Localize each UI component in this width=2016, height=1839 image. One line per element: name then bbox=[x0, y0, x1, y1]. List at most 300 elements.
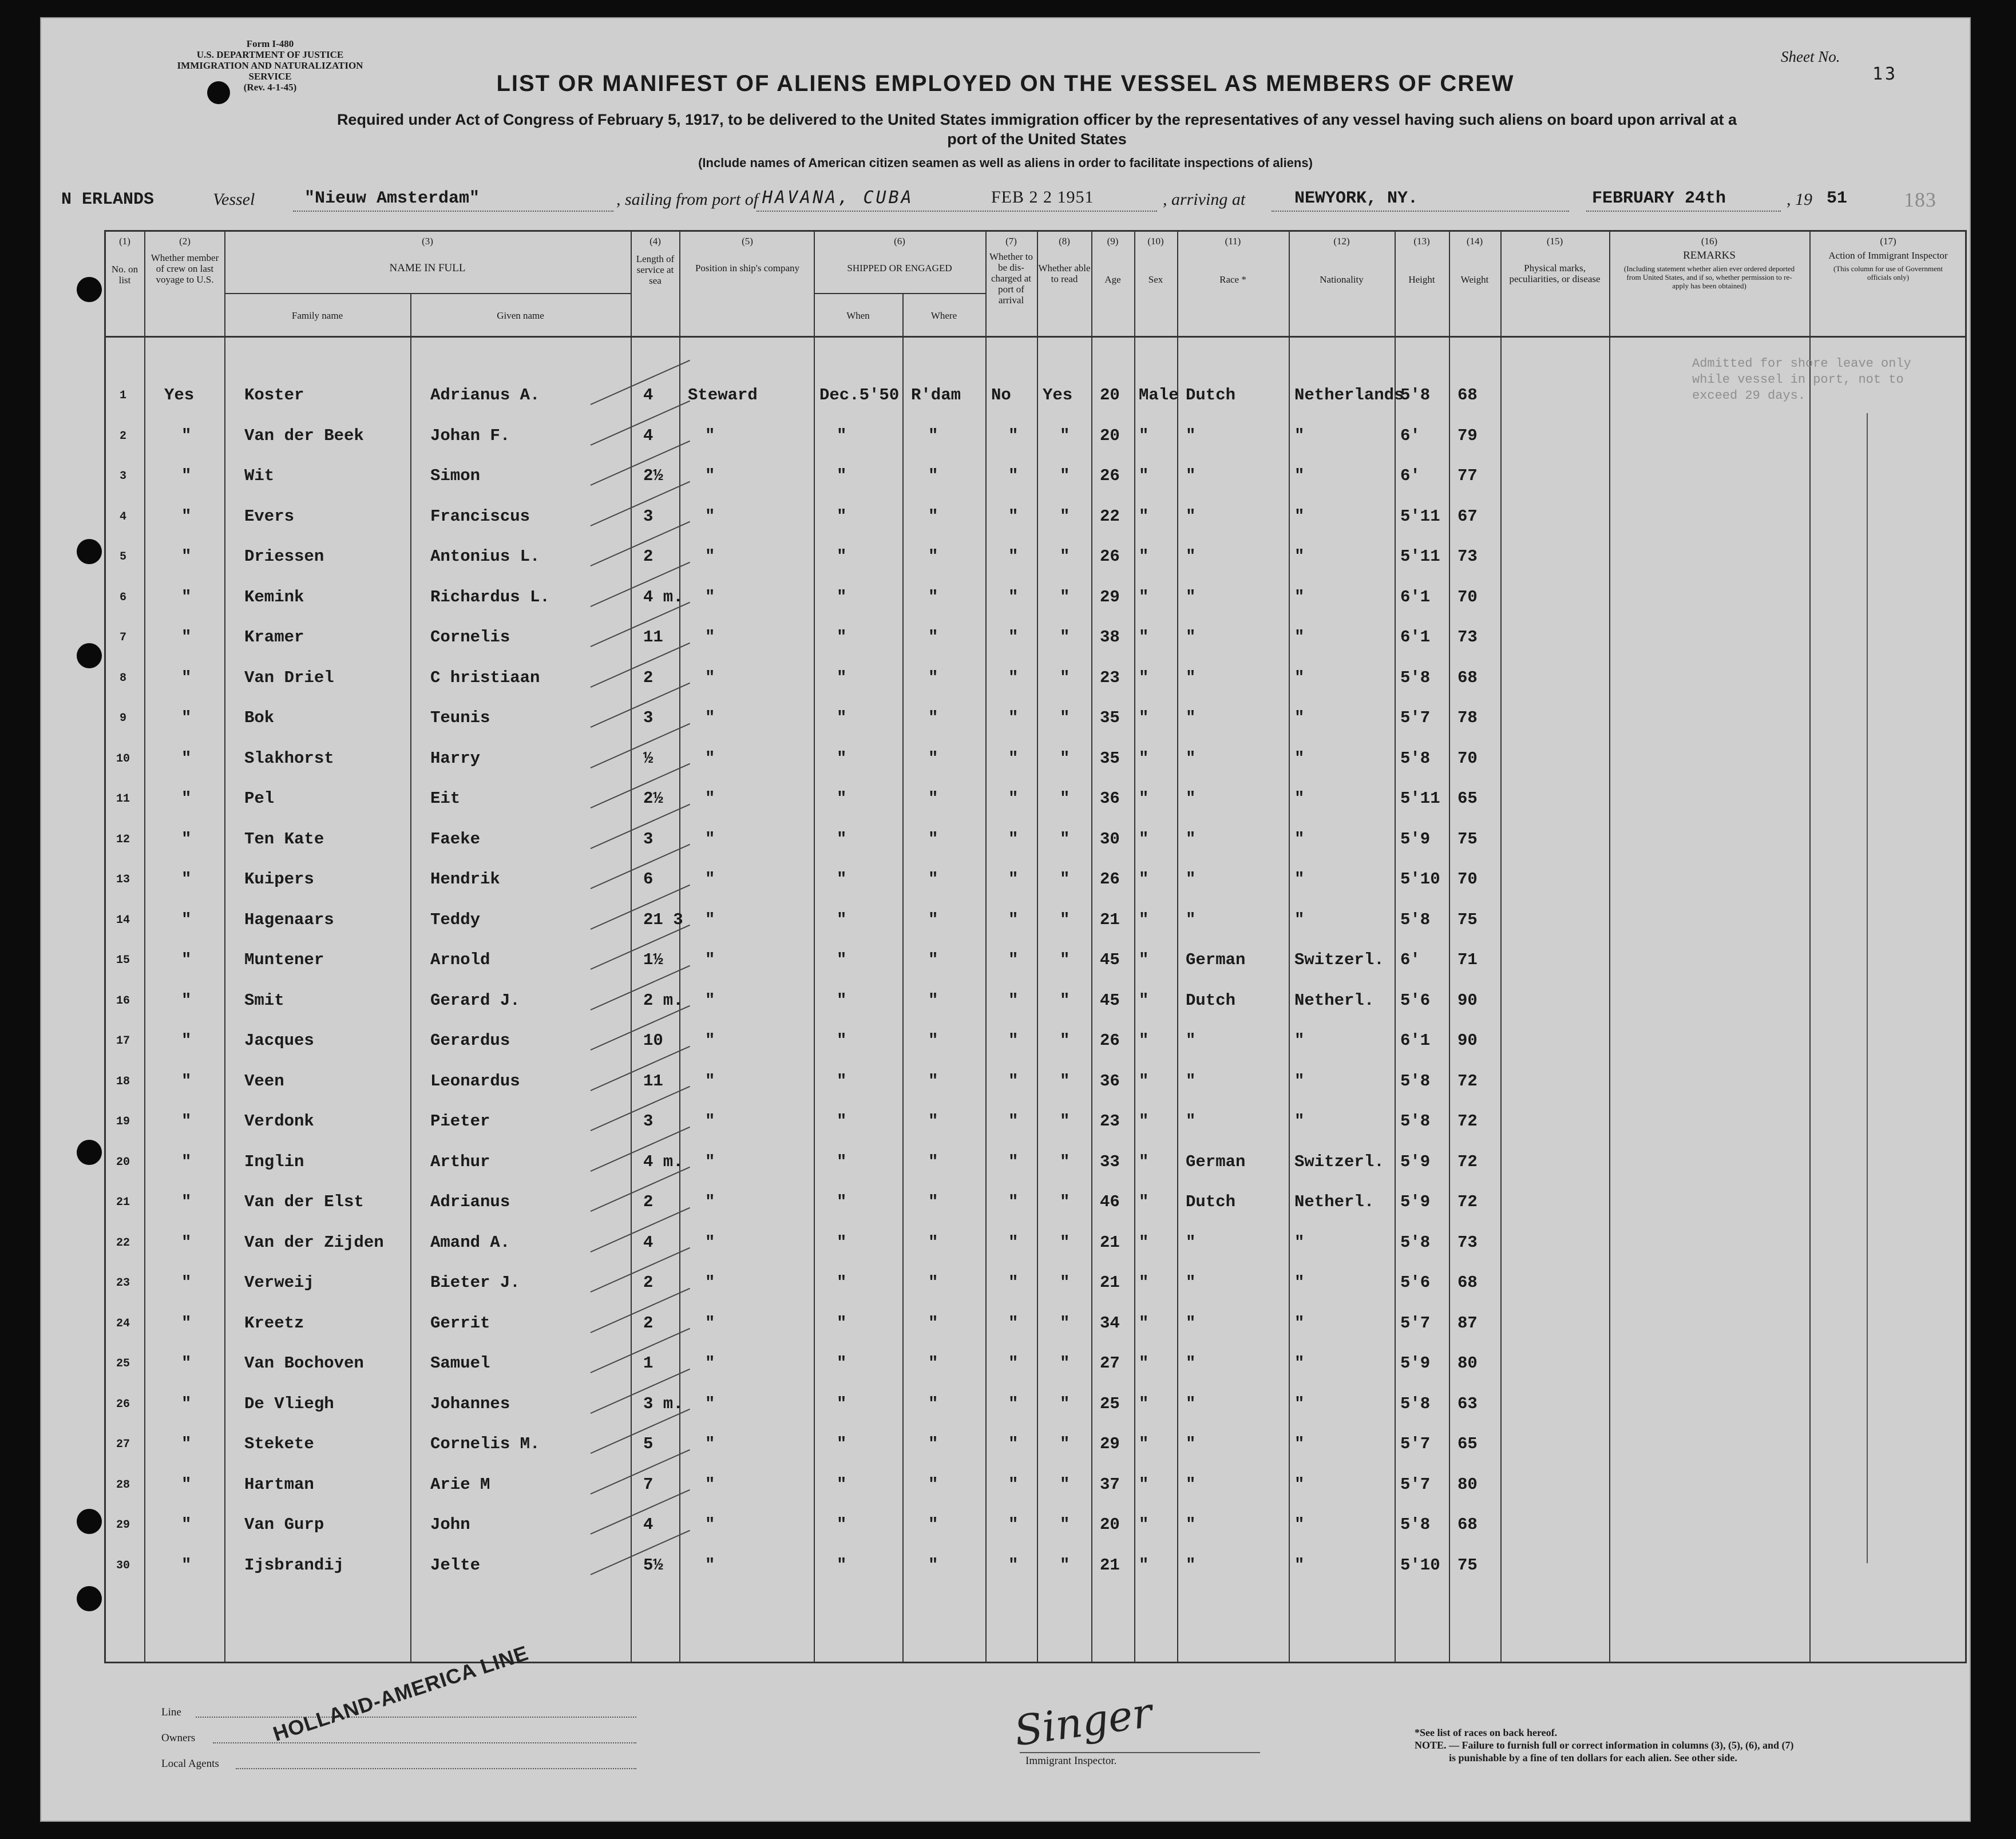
cell-nationality: " bbox=[1294, 1031, 1305, 1050]
note-label: NOTE. bbox=[1415, 1739, 1447, 1751]
cell-age: 26 bbox=[1100, 547, 1120, 566]
column-rule bbox=[1609, 230, 1610, 1663]
cell-row-number: 15 bbox=[116, 954, 130, 967]
cell-discharged: " bbox=[1008, 1354, 1019, 1373]
cell-nationality: " bbox=[1294, 1232, 1305, 1252]
cell-sex: " bbox=[1139, 547, 1149, 566]
cell-crew-last-voyage: " bbox=[181, 1112, 192, 1131]
arriving-label: , arriving at bbox=[1163, 190, 1246, 209]
cell-position: " bbox=[705, 1475, 715, 1494]
cell-sex: " bbox=[1139, 1515, 1149, 1534]
cell-position: " bbox=[705, 587, 715, 607]
cell-height: 6'1 bbox=[1400, 587, 1431, 607]
cell-race: " bbox=[1186, 829, 1196, 849]
cell-given-name: Jelte bbox=[430, 1555, 481, 1575]
column-rule bbox=[144, 230, 145, 1663]
cell-sex: " bbox=[1139, 1313, 1149, 1333]
cell-shipped-where: " bbox=[928, 990, 938, 1010]
cell-shipped-where: " bbox=[928, 466, 938, 485]
cell-shipped-where: " bbox=[928, 1434, 938, 1453]
cell-sex: " bbox=[1139, 628, 1149, 647]
cell-position: " bbox=[705, 426, 715, 445]
holland-america-stamp: HOLLAND-AMERICA LINE bbox=[270, 1640, 532, 1746]
note-text: — Failure to furnish full or correct information in columns (3), (5), (6), and (7) bbox=[1449, 1739, 1794, 1751]
cell-discharged: " bbox=[1008, 708, 1019, 727]
cell-position: " bbox=[705, 870, 715, 889]
cell-nationality: " bbox=[1294, 870, 1305, 889]
immigrant-inspector-label: Immigrant Inspector. bbox=[1025, 1755, 1117, 1767]
cell-row-number: 11 bbox=[116, 792, 130, 806]
cell-nationality: " bbox=[1294, 587, 1305, 607]
cell-crew-last-voyage: " bbox=[181, 1232, 192, 1252]
cell-service-length: 11 bbox=[643, 628, 663, 647]
cell-discharged: " bbox=[1008, 1232, 1019, 1252]
signature-line bbox=[1020, 1752, 1260, 1753]
cell-crew-last-voyage: " bbox=[181, 1394, 192, 1413]
received-stamp-date: FEB 2 2 1951 bbox=[991, 188, 1094, 207]
column-rule bbox=[814, 230, 815, 1663]
cell-able-to-read: " bbox=[1060, 466, 1070, 485]
header-family-name: Family name bbox=[291, 310, 343, 321]
name-subheader-line bbox=[224, 293, 631, 294]
vessel-name: "Nieuw Amsterdam" bbox=[304, 189, 480, 208]
cell-age: 36 bbox=[1100, 1071, 1120, 1091]
cell-discharged: " bbox=[1008, 1313, 1019, 1333]
cell-shipped-when: " bbox=[837, 1313, 847, 1333]
cell-service-length: 1 bbox=[643, 1354, 653, 1373]
cell-discharged: " bbox=[1008, 1273, 1019, 1292]
note-text-continued: is punishable by a fine of ten dollars for each alien. See other side. bbox=[1449, 1752, 1737, 1763]
cell-crew-last-voyage: " bbox=[181, 1515, 192, 1534]
cell-crew-last-voyage: " bbox=[181, 668, 192, 687]
manifest-table-frame bbox=[104, 230, 1967, 1663]
cell-shipped-when: " bbox=[837, 789, 847, 808]
header-shipped-where: Where bbox=[930, 310, 957, 321]
cell-shipped-when: " bbox=[837, 1273, 847, 1292]
cell-height: 5'8 bbox=[1400, 1515, 1431, 1534]
cell-able-to-read: " bbox=[1060, 1475, 1070, 1494]
cell-given-name: Adrianus bbox=[430, 1192, 510, 1211]
cell-row-number: 2 bbox=[119, 429, 126, 443]
cell-given-name: Richardus L. bbox=[430, 587, 550, 607]
cell-height: 5'8 bbox=[1400, 910, 1431, 929]
sheet-stamp-number: 183 bbox=[1904, 188, 1936, 211]
cell-height: 6' bbox=[1400, 950, 1420, 969]
cell-shipped-when: " bbox=[837, 587, 847, 607]
inspector-bracket-line bbox=[1867, 413, 1868, 1563]
cell-nationality: " bbox=[1294, 668, 1305, 687]
cell-nationality: Switzerl. bbox=[1294, 1152, 1384, 1171]
manifest-sheet bbox=[40, 17, 1971, 1822]
cell-able-to-read: " bbox=[1060, 1112, 1070, 1131]
column-rule bbox=[1395, 230, 1396, 1663]
cell-age: 33 bbox=[1100, 1152, 1120, 1171]
sheet-number: 13 bbox=[1872, 64, 1898, 84]
punch-hole bbox=[77, 1509, 102, 1534]
cell-able-to-read: " bbox=[1060, 708, 1070, 727]
cell-nationality: Netherlands bbox=[1294, 386, 1404, 405]
cell-shipped-when: " bbox=[837, 829, 847, 849]
cell-family-name: De Vliegh bbox=[244, 1394, 334, 1413]
cell-age: 45 bbox=[1100, 950, 1120, 969]
cell-height: 5'6 bbox=[1400, 990, 1431, 1010]
cell-service-length: 3 bbox=[643, 829, 653, 849]
cell-shipped-when: " bbox=[837, 1354, 847, 1373]
cell-shipped-when: " bbox=[837, 990, 847, 1010]
cell-crew-last-voyage: " bbox=[181, 426, 192, 445]
cell-age: 20 bbox=[1100, 426, 1120, 445]
cell-race: " bbox=[1186, 748, 1196, 768]
cell-able-to-read: " bbox=[1060, 426, 1070, 445]
cell-discharged: " bbox=[1008, 829, 1019, 849]
cell-sex: " bbox=[1139, 990, 1149, 1010]
column-rule bbox=[1037, 230, 1038, 1663]
cell-shipped-where: " bbox=[928, 708, 938, 727]
cell-family-name: Kramer bbox=[244, 628, 304, 647]
cell-able-to-read: " bbox=[1060, 628, 1070, 647]
cell-shipped-when: " bbox=[837, 547, 847, 566]
cell-family-name: Evers bbox=[244, 506, 295, 526]
cell-weight: 72 bbox=[1457, 1071, 1478, 1091]
cell-family-name: Van der Beek bbox=[244, 426, 364, 445]
cell-nationality: Netherl. bbox=[1294, 990, 1375, 1010]
cell-nationality: " bbox=[1294, 1112, 1305, 1131]
cell-service-length: 6 bbox=[643, 870, 653, 889]
cell-sex: " bbox=[1139, 1031, 1149, 1050]
header-physical-marks: (15) Physical marks, peculiarities, or disease bbox=[1509, 236, 1601, 284]
cell-nationality: " bbox=[1294, 1434, 1305, 1453]
header-discharged: (7) Whether to be dis-charged at port of arrival bbox=[989, 236, 1033, 306]
sheet-label: Sheet No. bbox=[1781, 48, 1840, 65]
cell-height: 5'9 bbox=[1400, 829, 1431, 849]
cell-given-name: Pieter bbox=[430, 1112, 490, 1131]
cell-race: " bbox=[1186, 708, 1196, 727]
cell-discharged: " bbox=[1008, 1112, 1019, 1131]
cell-crew-last-voyage: " bbox=[181, 829, 192, 849]
header-height: (13) Height bbox=[1408, 236, 1435, 285]
cell-shipped-where: " bbox=[928, 1515, 938, 1534]
cell-sex: " bbox=[1139, 1232, 1149, 1252]
cell-weight: 77 bbox=[1457, 466, 1478, 485]
cell-shipped-where: " bbox=[928, 547, 938, 566]
cell-shipped-where: " bbox=[928, 1031, 938, 1050]
cell-nationality: " bbox=[1294, 1313, 1305, 1333]
cell-able-to-read: " bbox=[1060, 1152, 1070, 1171]
cell-shipped-when: " bbox=[837, 506, 847, 526]
shore-leave-remark: Admitted for shore leave only while vessel in port, not to exceed 29 days. bbox=[1692, 356, 1911, 403]
cell-row-number: 16 bbox=[116, 994, 130, 1008]
header-shipped-engaged: (6) SHIPPED OR ENGAGED bbox=[847, 236, 952, 274]
cell-service-length: 2 m. bbox=[643, 990, 683, 1010]
cell-given-name: Simon bbox=[430, 466, 481, 485]
cell-able-to-read: " bbox=[1060, 547, 1070, 566]
cell-family-name: Smit bbox=[244, 990, 284, 1010]
cell-row-number: 26 bbox=[116, 1397, 130, 1411]
cell-service-length: 3 bbox=[643, 506, 653, 526]
cell-shipped-when: " bbox=[837, 1152, 847, 1171]
header-no-on-list: (1) No. on list bbox=[111, 236, 138, 286]
cell-nationality: " bbox=[1294, 547, 1305, 566]
cell-discharged: " bbox=[1008, 587, 1019, 607]
cell-able-to-read: " bbox=[1060, 870, 1070, 889]
cell-sex: " bbox=[1139, 668, 1149, 687]
cell-crew-last-voyage: " bbox=[181, 1434, 192, 1453]
cell-given-name: Cornelis M. bbox=[430, 1434, 540, 1453]
cell-service-length: 4 bbox=[643, 386, 653, 405]
cell-family-name: Ijsbrandij bbox=[244, 1555, 344, 1575]
cell-service-length: 5 bbox=[643, 1434, 653, 1453]
subtitle-note: (Include names of American citizen seamen as well as aliens in order to facilitate inspections of aliens) bbox=[698, 156, 1313, 170]
cell-position: " bbox=[705, 1232, 715, 1252]
cell-position: " bbox=[705, 1031, 715, 1050]
cell-family-name: Pel bbox=[244, 789, 275, 808]
cell-age: 21 bbox=[1100, 910, 1120, 929]
cell-height: 5'9 bbox=[1400, 1192, 1431, 1211]
cell-height: 5'8 bbox=[1400, 1232, 1431, 1252]
cell-shipped-where: " bbox=[928, 789, 938, 808]
header-inspector-action: (17) Action of Immigrant Inspector (This column for use of Government officials only) bbox=[1828, 236, 1948, 282]
cell-age: 25 bbox=[1100, 1394, 1120, 1413]
cell-height: 5'8 bbox=[1400, 668, 1431, 687]
cell-row-number: 9 bbox=[119, 712, 126, 725]
column-rule bbox=[1500, 230, 1502, 1663]
cell-crew-last-voyage: " bbox=[181, 1273, 192, 1292]
cell-shipped-when: " bbox=[837, 1555, 847, 1575]
cell-row-number: 24 bbox=[116, 1317, 130, 1330]
cell-weight: 68 bbox=[1457, 1273, 1478, 1292]
cell-family-name: Veen bbox=[244, 1071, 284, 1091]
cell-weight: 65 bbox=[1457, 1434, 1478, 1453]
cell-shipped-when: " bbox=[837, 1071, 847, 1091]
cell-nationality: " bbox=[1294, 708, 1305, 727]
cell-position: " bbox=[705, 668, 715, 687]
cell-nationality: Switzerl. bbox=[1294, 950, 1384, 969]
cell-race: " bbox=[1186, 668, 1196, 687]
cell-position: " bbox=[705, 1515, 715, 1534]
cell-row-number: 6 bbox=[119, 590, 126, 604]
cell-shipped-where: " bbox=[928, 426, 938, 445]
cell-able-to-read: " bbox=[1060, 1192, 1070, 1211]
cell-service-length: 3 m. bbox=[643, 1394, 683, 1413]
cell-shipped-where: " bbox=[928, 1192, 938, 1211]
cell-given-name: Cornelis bbox=[430, 628, 510, 647]
cell-position: " bbox=[705, 748, 715, 768]
cell-nationality: " bbox=[1294, 748, 1305, 768]
subtitle bbox=[127, 110, 1947, 149]
cell-position: " bbox=[705, 950, 715, 969]
cell-discharged: " bbox=[1008, 1434, 1019, 1453]
cell-discharged: " bbox=[1008, 506, 1019, 526]
cell-row-number: 17 bbox=[116, 1035, 130, 1048]
cell-weight: 72 bbox=[1457, 1192, 1478, 1211]
cell-weight: 70 bbox=[1457, 870, 1478, 889]
port-line bbox=[757, 211, 1157, 212]
cell-race: " bbox=[1186, 466, 1196, 485]
cell-weight: 75 bbox=[1457, 1555, 1478, 1575]
cell-discharged: No bbox=[991, 386, 1011, 405]
cell-discharged: " bbox=[1008, 1555, 1019, 1575]
cell-row-number: 1 bbox=[119, 389, 126, 402]
cell-sex: " bbox=[1139, 1192, 1149, 1211]
cell-shipped-where: " bbox=[928, 748, 938, 768]
cell-shipped-when: " bbox=[837, 1394, 847, 1413]
cell-given-name: Arthur bbox=[430, 1152, 490, 1171]
cell-crew-last-voyage: " bbox=[181, 587, 192, 607]
inspector-signature: Singer bbox=[1011, 1688, 1155, 1755]
cell-family-name: Ten Kate bbox=[244, 829, 324, 849]
cell-discharged: " bbox=[1008, 950, 1019, 969]
cell-age: 20 bbox=[1100, 1515, 1120, 1534]
cell-service-length: 11 bbox=[643, 1071, 663, 1091]
cell-weight: 80 bbox=[1457, 1475, 1478, 1494]
cell-sex: " bbox=[1139, 587, 1149, 607]
cell-race: " bbox=[1186, 910, 1196, 929]
cell-age: 23 bbox=[1100, 668, 1120, 687]
vessel-line bbox=[293, 211, 613, 212]
cell-service-length: 10 bbox=[643, 1031, 663, 1050]
cell-sex: " bbox=[1139, 829, 1149, 849]
cell-shipped-where: " bbox=[928, 1152, 938, 1171]
cell-shipped-when: " bbox=[837, 1475, 847, 1494]
cell-age: 38 bbox=[1100, 628, 1120, 647]
cell-race: " bbox=[1186, 547, 1196, 566]
cell-position: " bbox=[705, 1354, 715, 1373]
cell-crew-last-voyage: " bbox=[181, 950, 192, 969]
cell-discharged: " bbox=[1008, 990, 1019, 1010]
cell-height: 5'9 bbox=[1400, 1354, 1431, 1373]
column-rule bbox=[1134, 230, 1135, 1663]
cell-age: 21 bbox=[1100, 1232, 1120, 1252]
cell-row-number: 18 bbox=[116, 1075, 130, 1088]
punch-hole bbox=[77, 643, 102, 668]
cell-age: 37 bbox=[1100, 1475, 1120, 1494]
form-service: IMMIGRATION AND NATURALIZATION SERVICE bbox=[177, 60, 363, 82]
column-rule bbox=[1177, 230, 1178, 1663]
arrival-date: FEBRUARY 24th bbox=[1592, 189, 1726, 208]
cell-family-name: Kuipers bbox=[244, 870, 314, 889]
cell-weight: 72 bbox=[1457, 1112, 1478, 1131]
cell-given-name: Gerardus bbox=[430, 1031, 510, 1050]
cell-position: " bbox=[705, 547, 715, 566]
cell-weight: 73 bbox=[1457, 628, 1478, 647]
cell-family-name: Stekete bbox=[244, 1434, 314, 1453]
cell-discharged: " bbox=[1008, 1031, 1019, 1050]
cell-weight: 75 bbox=[1457, 829, 1478, 849]
cell-shipped-where: " bbox=[928, 1354, 938, 1373]
column-rule bbox=[1091, 230, 1092, 1663]
cell-weight: 72 bbox=[1457, 1152, 1478, 1171]
cell-weight: 71 bbox=[1457, 950, 1478, 969]
punch-hole bbox=[77, 1586, 102, 1611]
cell-discharged: " bbox=[1008, 1475, 1019, 1494]
cell-race: " bbox=[1186, 1354, 1196, 1373]
cell-crew-last-voyage: " bbox=[181, 910, 192, 929]
cell-able-to-read: " bbox=[1060, 990, 1070, 1010]
cell-given-name: Amand A. bbox=[430, 1232, 510, 1252]
cell-age: 34 bbox=[1100, 1313, 1120, 1333]
cell-age: 26 bbox=[1100, 466, 1120, 485]
cell-discharged: " bbox=[1008, 748, 1019, 768]
cell-able-to-read: Yes bbox=[1043, 386, 1073, 405]
cell-service-length: 4 bbox=[643, 1232, 653, 1252]
cell-age: 23 bbox=[1100, 1112, 1120, 1131]
header-crew-last-voyage: (2) Whether member of crew on last voyage to U.S. bbox=[150, 236, 219, 285]
local-agents-field bbox=[236, 1768, 636, 1769]
cell-crew-last-voyage: " bbox=[181, 506, 192, 526]
header-length-of-service: (4) Length of service at sea bbox=[636, 236, 675, 286]
cell-able-to-read: " bbox=[1060, 668, 1070, 687]
cell-shipped-where: " bbox=[928, 1555, 938, 1575]
cell-position: " bbox=[705, 1313, 715, 1333]
cell-able-to-read: " bbox=[1060, 1515, 1070, 1534]
cell-race: " bbox=[1186, 628, 1196, 647]
cell-age: 21 bbox=[1100, 1555, 1120, 1575]
cell-weight: 79 bbox=[1457, 426, 1478, 445]
cell-given-name: Arie M bbox=[430, 1475, 490, 1494]
cell-row-number: 10 bbox=[116, 752, 130, 766]
cell-able-to-read: " bbox=[1060, 1555, 1070, 1575]
arriving-line bbox=[1272, 211, 1569, 212]
cell-discharged: " bbox=[1008, 466, 1019, 485]
cell-discharged: " bbox=[1008, 870, 1019, 889]
page-title: LIST OR MANIFEST OF ALIENS EMPLOYED ON THE VESSEL AS MEMBERS OF CREW bbox=[496, 71, 1515, 96]
cell-service-length: 3 bbox=[643, 708, 653, 727]
cell-sex: " bbox=[1139, 708, 1149, 727]
cell-family-name: Kreetz bbox=[244, 1313, 304, 1333]
cell-able-to-read: " bbox=[1060, 1031, 1070, 1050]
cell-shipped-where: " bbox=[928, 1071, 938, 1091]
cell-service-length: 21 3 bbox=[643, 910, 683, 929]
cell-age: 30 bbox=[1100, 829, 1120, 849]
cell-age: 29 bbox=[1100, 1434, 1120, 1453]
cell-service-length: 2 bbox=[643, 1192, 653, 1211]
cell-shipped-where: " bbox=[928, 950, 938, 969]
cell-height: 5'7 bbox=[1400, 1434, 1431, 1453]
cell-age: 27 bbox=[1100, 1354, 1120, 1373]
column-rule bbox=[1809, 230, 1811, 1663]
cell-service-length: 4 bbox=[643, 426, 653, 445]
cell-height: 6' bbox=[1400, 426, 1420, 445]
cell-weight: 70 bbox=[1457, 748, 1478, 768]
cell-race: " bbox=[1186, 506, 1196, 526]
cell-crew-last-voyage: " bbox=[181, 708, 192, 727]
cell-given-name: Gerrit bbox=[430, 1313, 490, 1333]
cell-crew-last-voyage: " bbox=[181, 1071, 192, 1091]
header-race: (11) Race * bbox=[1219, 236, 1246, 285]
flag-nationality: N ERLANDS bbox=[61, 190, 155, 209]
cell-sex: Male bbox=[1139, 386, 1179, 405]
cell-age: 45 bbox=[1100, 990, 1120, 1010]
cell-discharged: " bbox=[1008, 910, 1019, 929]
cell-age: 35 bbox=[1100, 708, 1120, 727]
cell-shipped-where: R'dam bbox=[911, 386, 961, 405]
cell-shipped-where: " bbox=[928, 910, 938, 929]
cell-able-to-read: " bbox=[1060, 748, 1070, 768]
cell-weight: 68 bbox=[1457, 386, 1478, 405]
cell-nationality: " bbox=[1294, 1555, 1305, 1575]
cell-age: 35 bbox=[1100, 748, 1120, 768]
cell-nationality: " bbox=[1294, 466, 1305, 485]
cell-shipped-when: " bbox=[837, 1434, 847, 1453]
cell-crew-last-voyage: " bbox=[181, 1192, 192, 1211]
cell-height: 6'1 bbox=[1400, 628, 1431, 647]
cell-sex: " bbox=[1139, 1071, 1149, 1091]
cell-able-to-read: " bbox=[1060, 1232, 1070, 1252]
sailing-label: , sailing from port of bbox=[616, 190, 759, 209]
cell-shipped-when: " bbox=[837, 950, 847, 969]
cell-shipped-where: " bbox=[928, 829, 938, 849]
cell-shipped-where: " bbox=[928, 1475, 938, 1494]
